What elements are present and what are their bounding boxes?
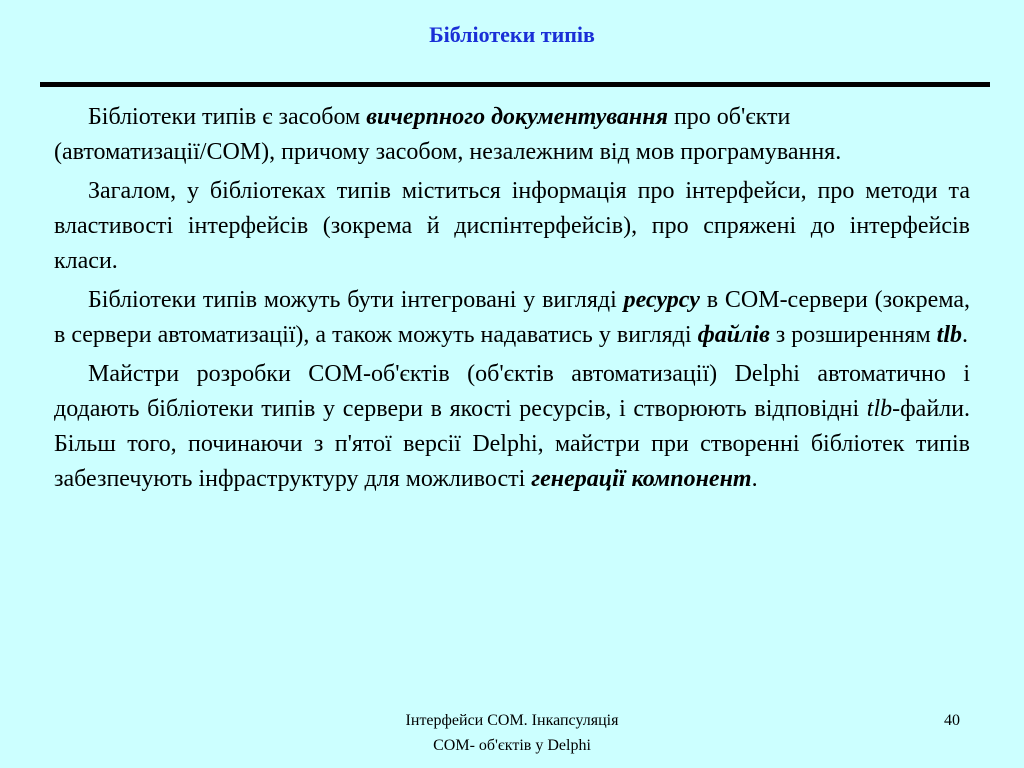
slide-footer xyxy=(300,708,724,758)
paragraph-3-text-1: Бібліотеки типів можуть бути інтегровані у вигляді xyxy=(88,287,624,313)
paragraph-4-text-2: -файли. Більш того, починаючи з п'ятої версії Delphi, майстри при створенні бібліотек типів забезпечують інфраструктуру для можливості xyxy=(54,396,970,492)
paragraph-3 xyxy=(54,283,970,353)
slide-content xyxy=(54,100,970,501)
footer-line-2: COM- об'єктів у Delphi xyxy=(433,737,591,754)
paragraph-2-text: Загалом, у бібліотеках типів міститься інформація про інтерфейси, про методи та властивості інтерфейсів (зокрема й диспінтерфейсів), про спряжені до інтерфейсів класи. xyxy=(54,178,970,274)
paragraph-1-text-2: про об'єкти (автоматизації/COM), причому засобом, незалежним від мов програмування. xyxy=(54,104,842,165)
paragraph-3-emphasis-tlb: tlb xyxy=(936,322,962,348)
paragraph-1 xyxy=(54,100,970,170)
paragraph-1-emphasis: вичерпного документування xyxy=(366,104,668,130)
slide-title: Бібліотеки типів xyxy=(429,22,595,47)
paragraph-4-text-1: Майстри розробки COM-об'єктів (об'єктів автоматизації) Delphi автоматично і додають бібліотеки типів у сервери в якості ресурсів, і створюють відповідні xyxy=(54,361,970,422)
paragraph-3-text-4: . xyxy=(962,322,968,348)
paragraph-1-text-1: Бібліотеки типів є засобом xyxy=(88,104,367,130)
paragraph-3-text-2: в COM-сервери (зокрема, в сервери автоматизації), а також можуть надаватись у вигляді xyxy=(54,287,970,348)
paragraph-3-emphasis-files: файлів xyxy=(697,322,770,348)
page-number: 40 xyxy=(944,712,960,729)
paragraph-2 xyxy=(54,174,970,279)
paragraph-3-text-3: з розширенням xyxy=(769,322,937,348)
title-divider xyxy=(40,82,990,87)
paragraph-4-text-3: . xyxy=(751,466,758,492)
paragraph-4 xyxy=(54,357,970,497)
footer-line-1: Інтерфейси COM. Інкапсуляція xyxy=(405,712,619,729)
paragraph-4-emphasis-components: генерації компонент xyxy=(531,466,752,492)
paragraph-3-emphasis-resource: ресурсу xyxy=(623,287,700,313)
paragraph-4-italic-tlb: tlb xyxy=(866,396,893,422)
